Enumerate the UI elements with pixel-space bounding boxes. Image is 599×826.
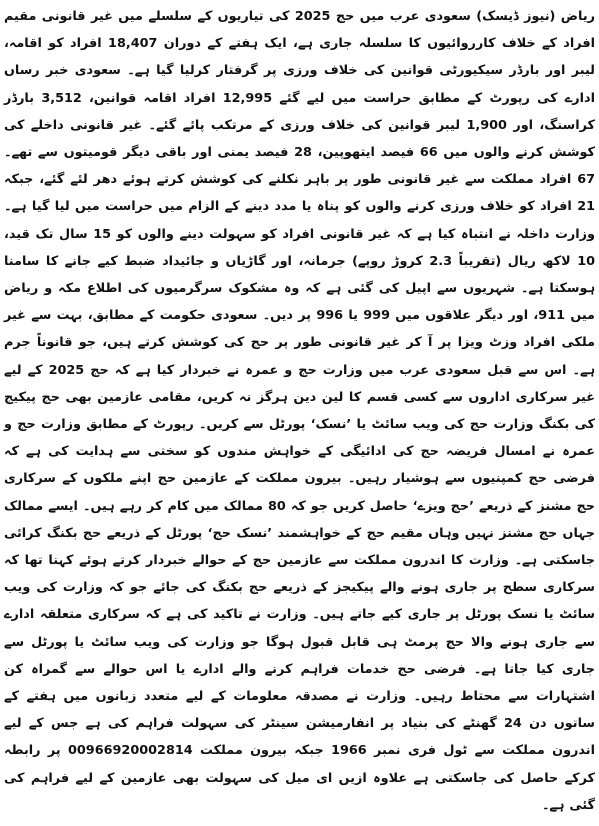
news-article-body: ریاض (نیوز ڈیسک) سعودی عرب میں حج 2025 کی تیاریوں کے سلسلے میں غیر قانونی مقیم افراد کے خلاف کارروائیوں کا سلسلہ جاری ہے، ایک ہفتے کے دوران 18,407 افراد کو اقامہ، لیبر اور بارڈر سیکیورٹی قوانین کی خلاف ورزی پر گرفتار کرلیا گیا ہے۔ سعودی خبر رساں ادارے کی رپورٹ کے مطابق حراست میں لیے گئے 12,995 افراد اقامہ قوانین، 3,512 بارڈر کراسنگ، اور 1,900 لیبر قوانین کی خلاف ورزی کے مرتکب پائے گئے۔ غیر قانونی داخلے کی کوشش کرنے والوں میں 66 فیصد ایتھوپین، 28 فیصد یمنی اور باقی دیگر قومیتوں سے تھے۔ 67 افراد مملکت سے غیر قانونی طور پر باہر نکلنے کی کوشش کرتے ہوئے دھر لئے گئے، جبکہ 21 افراد کو خلاف ورزی کرنے والوں کو پناہ یا مدد دینے کے الزام میں حراست میں لیا گیا ہے۔ وزارت داخلہ نے انتباہ کیا ہے کہ غیر قانونی افراد کو سہولت دینے والوں کو 15 سال تک قید، 10 لاکھ ریال (تقریباً 2.3 کروڑ روپے) جرمانہ، اور گاڑیاں و جائیداد ضبط کیے جانے کا سامنا ہوسکتا ہے۔ شہریوں سے اپیل کی گئی ہے کہ وہ مشکوک سرگرمیوں کی اطلاع مکہ و ریاض میں 911، اور دیگر علاقوں میں 999 یا 996 پر دیں۔ سعودی حکومت کے مطابق، بہت سے غیر ملکی افراد وزٹ ویزا پر آ کر غیر قانونی طور پر حج کی کوشش کرتے ہیں، جو قانوناً جرم ہے۔ اس سے قبل سعودی عرب میں وزارت حج و عمرہ نے خبردار کیا ہے کہ حج 2025 کے لیے غیر سرکاری اداروں سے کسی قسم کا لین دین ہرگز نہ کریں، مقامی عازمین بھی حج پیکیج کی بکنگ وزارت حج کی ویب سائٹ یا ’نسک‘ پورٹل سے کریں۔ رپورٹ کے مطابق وزارت حج و عمرہ نے امسال فریضہ حج کی ادائیگی کے خواہش مندوں کو سختی سے ہدایت کی ہے کہ فرضی حج کمپنیوں سے ہوشیار رہیں۔ بیرون مملکت کے عازمین حج اپنے ملکوں کے سرکاری حج مشنز کے ذریعے ’حج ویزے‘ حاصل کریں جو کہ 80 ممالک میں کام کر رہے ہیں۔ ایسے ممالک جہاں حج مشنز نہیں وہاں مقیم حج کے خواہشمند ’نسک حج‘ پورٹل کے ذریعے حج بکنگ کرائی جاسکتی ہے۔ وزارت کا اندرون مملکت سے عازمین حج کے حوالے خبردار کرتے ہوئے کہنا تھا کہ سرکاری سطح پر جاری ہونے والے پیکیجز کے ذریعے حج بکنگ کی جائے جو کہ وزارت کی ویب سائٹ یا نسک پورٹل پر جاری کیے جاتے ہیں۔ وزارت نے تاکید کی ہے کہ سرکاری متعلقہ ادارے سے جاری ہونے والا حج پرمٹ ہی قابل قبول ہوگا جو وزارت کی ویب سائٹ یا پورٹل سے جاری کیا جاتا ہے۔ فرضی حج خدمات فراہم کرنے والے ادارے یا اس حوالے سے گمراہ کن اشتہارات سے محتاط رہیں۔ وزارت نے مصدقہ معلومات کے لیے متعدد زبانوں میں ہفتے کے ساتوں دن 24 گھنٹے کی بنیاد پر انفارمیشن سینٹر کی سہولت فراہم کی ہے جس کے لیے اندرون مملکت سے ٹول فری نمبر 1966 جبکہ بیرون مملکت 00966920002814 پر رابطہ کرکے حاصل کی جاسکتی ہے علاوہ ازیں ای میل کی سہولت بھی عازمین کے لیے فراہم کی گئی ہے۔ — [4, 9, 596, 813]
